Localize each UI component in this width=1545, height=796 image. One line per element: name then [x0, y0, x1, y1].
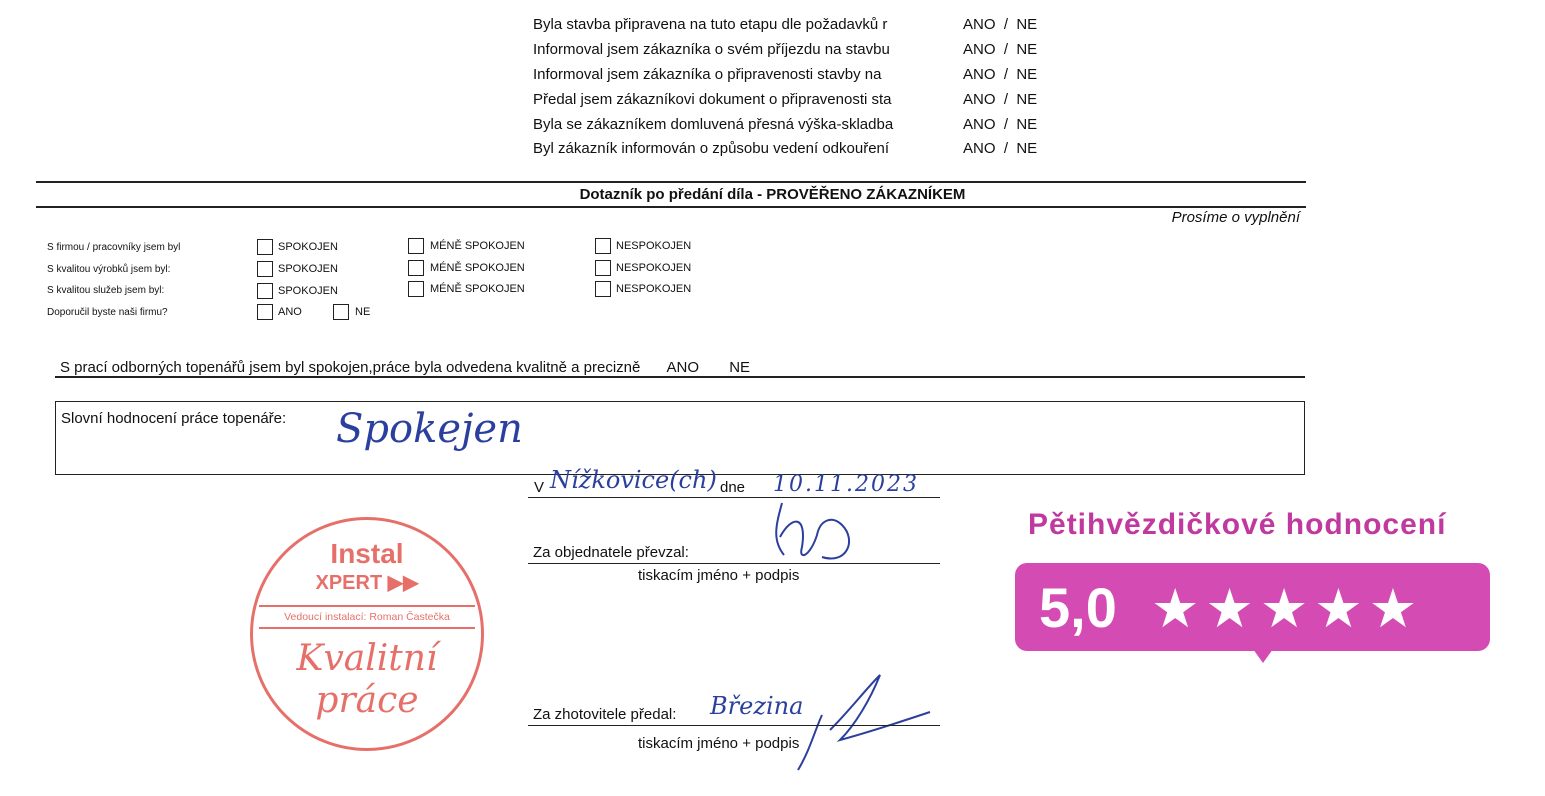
- place-prefix: V: [534, 479, 545, 496]
- evaluation-label: Slovní hodnocení práce topenáře:: [61, 410, 287, 427]
- checkbox[interactable]: [257, 283, 273, 299]
- checkbox[interactable]: [257, 304, 273, 320]
- place-date-line: [528, 497, 940, 498]
- checkbox[interactable]: [595, 238, 611, 254]
- statement-no[interactable]: NE: [729, 359, 751, 376]
- checklist-answer[interactable]: ANO / NE: [963, 140, 1038, 157]
- checklist-row: [533, 116, 1053, 138]
- checklist-row: [533, 91, 1053, 113]
- contractor-handwriting: Březina: [710, 692, 804, 720]
- survey-row-label: Doporučil byste naši firmu?: [47, 307, 168, 318]
- star-icon: ★: [1259, 579, 1315, 639]
- rating-badge: [1015, 563, 1490, 651]
- star-icon: ★: [1151, 579, 1206, 639]
- checkbox-label: NE: [355, 306, 371, 318]
- arrow-icon: ▶▶: [382, 572, 419, 594]
- checkbox[interactable]: [408, 238, 424, 254]
- customer-label: Za objednatele převzal:: [533, 544, 689, 561]
- checklist-question: Informoval jsem zákazníka o svém příjezdu na stavbu: [533, 41, 890, 58]
- rating-title: Pětihvězdičkové hodnocení: [1028, 508, 1447, 541]
- checkbox[interactable]: [595, 260, 611, 276]
- checkbox-label: MÉNĚ SPOKOJEN: [430, 283, 525, 295]
- survey-title: Dotazník po předání díla - PROVĚŘENO ZÁKAZNÍKEM: [579, 186, 966, 203]
- checklist-question: Předal jsem zákazníkovi dokument o připravenosti sta: [533, 91, 892, 108]
- contractor-label: Za zhotovitele předal:: [533, 706, 677, 723]
- rating-score: 5,0: [1039, 576, 1117, 639]
- customer-hint: tiskacím jméno + podpis: [638, 567, 800, 584]
- checkbox[interactable]: [257, 261, 273, 277]
- stamp-brand-line1: Instal: [330, 538, 404, 569]
- checkbox[interactable]: [408, 281, 424, 297]
- checkbox-label: SPOKOJEN: [278, 263, 338, 275]
- checklist-row: [533, 41, 1053, 63]
- divider: [36, 206, 1306, 208]
- contractor-line: [528, 725, 940, 726]
- checkbox[interactable]: [595, 281, 611, 297]
- checklist-question: Byl zákazník informován o způsobu vedení odkouření: [533, 140, 890, 157]
- place-handwriting: Nížkovice(ch): [550, 466, 717, 494]
- survey-row-label: S firmou / pracovníky jsem byl: [47, 242, 181, 253]
- checkbox-label: SPOKOJEN: [278, 285, 338, 297]
- divider: [36, 181, 1306, 183]
- contractor-signature: [770, 670, 940, 775]
- checklist-row: [533, 16, 1053, 38]
- checklist-answer[interactable]: ANO / NE: [963, 66, 1038, 83]
- checkbox-label: NESPOKOJEN: [616, 240, 692, 252]
- contractor-hint: tiskacím jméno + podpis: [638, 735, 800, 752]
- checklist-answer[interactable]: ANO / NE: [963, 116, 1038, 133]
- evaluation-box[interactable]: [55, 401, 1305, 475]
- statement-yes[interactable]: ANO: [666, 359, 700, 376]
- checkbox[interactable]: [333, 304, 349, 320]
- customer-line: [528, 563, 940, 564]
- stamp-quality-line2: práce: [315, 680, 419, 721]
- instal-xpert-stamp: [250, 517, 484, 751]
- speech-tail: [1253, 649, 1273, 663]
- checkbox-label: NESPOKOJEN: [616, 283, 692, 295]
- survey-row-label: S kvalitou výrobků jsem byl:: [47, 264, 171, 275]
- checklist-question: Byla se zákazníkem domluvená přesná výška-skladba: [533, 116, 894, 133]
- survey-row-label: S kvalitou služeb jsem byl:: [47, 285, 165, 296]
- checkbox[interactable]: [257, 239, 273, 255]
- survey-prompt: Prosíme o vyplnění: [1171, 209, 1300, 226]
- date-handwriting: 10.11.2023: [773, 472, 919, 497]
- star-icon: ★: [1314, 579, 1369, 639]
- checkbox-label: MÉNĚ SPOKOJEN: [430, 262, 525, 274]
- checklist-answer[interactable]: ANO / NE: [963, 41, 1038, 58]
- stamp-quality-line1: Kvalitní: [296, 638, 438, 679]
- divider: [55, 376, 1305, 378]
- checklist-row: [533, 140, 1053, 162]
- checkbox-label: NESPOKOJEN: [616, 262, 692, 274]
- stamp-manager: Vedoucí instalací: Roman Častečka: [259, 605, 475, 629]
- statement-text: S prací odborných topenářů jsem byl spokojen,práce byla odvedena kvalitně a precizně: [60, 359, 641, 376]
- checkbox-label: ANO: [278, 306, 302, 318]
- rating-stars: [1151, 577, 1423, 640]
- evaluation-handwriting: Spokejen: [336, 406, 523, 452]
- checklist-answer[interactable]: ANO / NE: [963, 91, 1038, 108]
- stamp-brand-text: XPERT: [315, 572, 383, 594]
- star-icon: ★: [1205, 579, 1260, 639]
- checklist-row: [533, 66, 1053, 88]
- date-prefix: dne: [720, 479, 746, 496]
- checkbox[interactable]: [408, 260, 424, 276]
- checklist-answer[interactable]: ANO / NE: [963, 16, 1038, 33]
- checklist-question: Byla stavba připravena na tuto etapu dle požadavků r: [533, 16, 888, 33]
- stamp-brand-line2: [253, 570, 481, 595]
- satisfaction-statement: [60, 359, 750, 376]
- checkbox-label: SPOKOJEN: [278, 241, 338, 253]
- checklist-question: Informoval jsem zákazníka o připravenosti stavby na: [533, 66, 882, 83]
- checkbox-label: MÉNĚ SPOKOJEN: [430, 240, 525, 252]
- star-icon: ★: [1368, 579, 1424, 639]
